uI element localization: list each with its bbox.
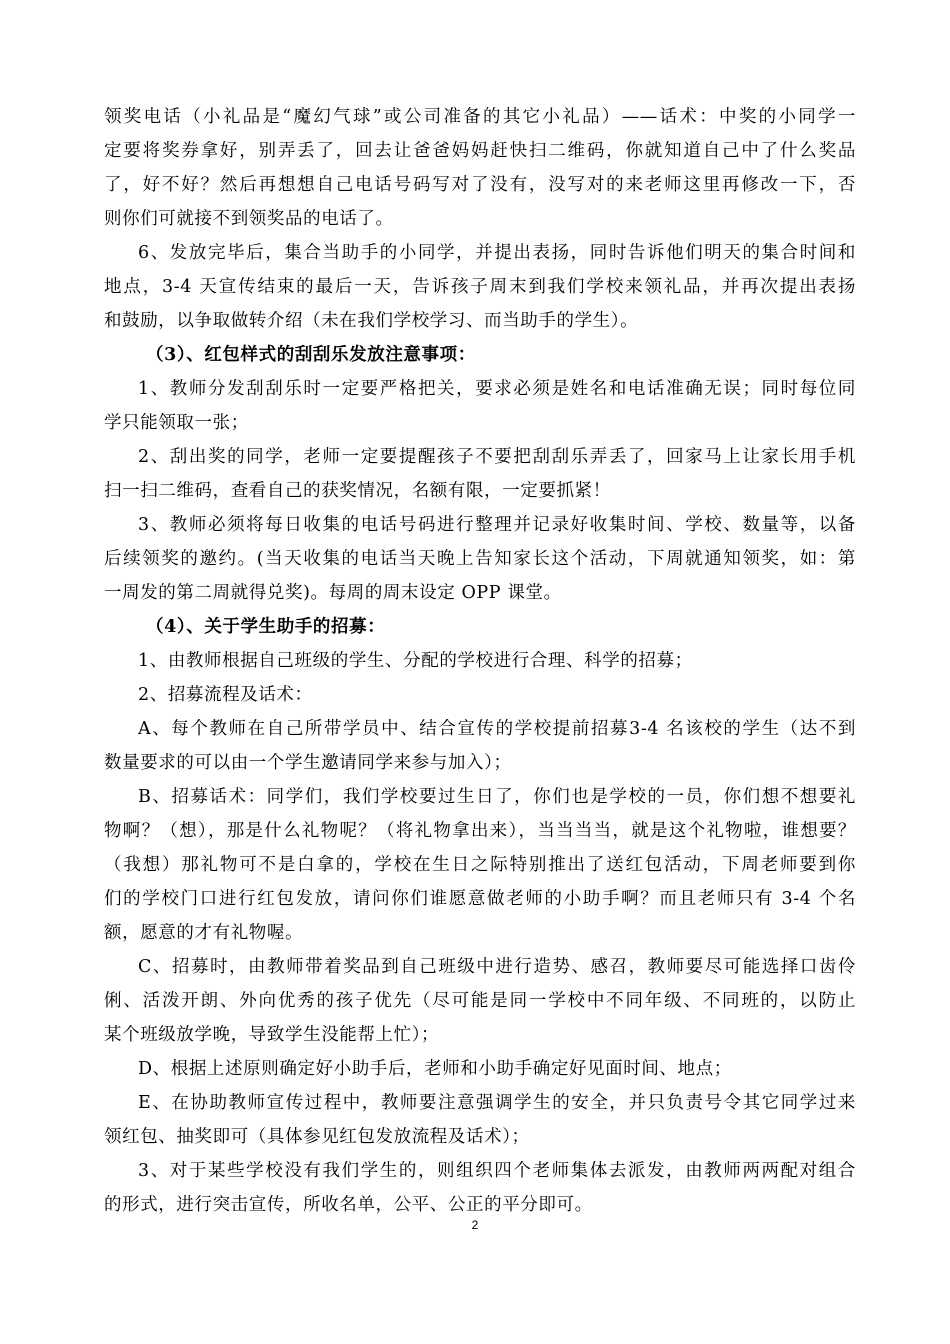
text-line: （我想）那礼物可不是白拿的，学校在生日之际特别推出了送红包活动，下周老师要到你 xyxy=(104,855,856,875)
text-line: 和鼓励，以争取做转介绍（未在我们学校学习、而当助手的学生）。 xyxy=(104,311,639,331)
paragraph xyxy=(104,644,856,678)
text-line: 们的学校门口进行红包发放，请问你们谁愿意做老师的小助手啊？而且老师只有 3-4 个名 xyxy=(104,889,856,909)
text-line: E、在协助教师宣传过程中，教师要注意强调学生的安全，并只负责号令其它同学过来 xyxy=(138,1093,856,1113)
page-number: 2 xyxy=(471,1218,479,1232)
text-line: 后续领奖的邀约。(当天收集的电话当天晚上告知家长这个活动，下周就通知领奖，如：第 xyxy=(104,549,856,569)
text-line: 地点，3-4 天宣传结束的最后一天，告诉孩子周末到我们学校来领礼品，并再次提出表扬 xyxy=(104,277,856,297)
text-line: 数量要求的可以由一个学生邀请同学来参与加入）； xyxy=(104,753,512,773)
text-line: 2、招募流程及话术： xyxy=(138,685,313,705)
text-line: 定要将奖券拿好，别弄丢了，回去让爸爸妈妈赶快扫二维码，你就知道自己中了什么奖品 xyxy=(104,141,856,161)
text-line: 扫一扫二维码，查看自己的获奖情况，名额有限，一定要抓紧！ xyxy=(104,481,611,501)
text-line: 物啊？（想），那是什么礼物呢？（将礼物拿出来），当当当当，就是这个礼物啦，谁想要？ xyxy=(104,821,856,841)
paragraph xyxy=(104,440,856,508)
text-line: 的形式，进行突击宣传，所收名单，公平、公正的平分即可。 xyxy=(104,1195,593,1215)
text-line: A、每个教师在自己所带学员中、结合宣传的学校提前招募3-4 名该校的学生（达不到 xyxy=(138,719,856,739)
paragraph xyxy=(104,1052,856,1086)
section-heading xyxy=(104,338,856,372)
paragraph xyxy=(104,1086,856,1154)
text-line: 1、教师分发刮刮乐时一定要严格把关，要求必须是姓名和电话准确无误；同时每位同 xyxy=(138,379,856,399)
paragraph xyxy=(104,508,856,610)
text-line: 领红包、抽奖即可（具体参见红包发放流程及话术）； xyxy=(104,1127,530,1147)
text-line: 额，愿意的才有礼物喔。 xyxy=(104,923,304,943)
text-line: 1、由教师根据自己班级的学生、分配的学校进行合理、科学的招募； xyxy=(138,651,693,671)
text-line: 了，好不好？然后再想想自己电话号码写对了没有，没写对的来老师这里再修改一下，否 xyxy=(104,175,856,195)
text-line: 3、教师必须将每日收集的电话号码进行整理并记录好收集时间、学校、数量等，以备 xyxy=(138,515,856,535)
text-line: D、根据上述原则确定好小助手后，老师和小助手确定好见面时间、地点； xyxy=(138,1059,732,1079)
paragraph xyxy=(104,780,856,950)
text-line: （3）、红包样式的刮刮乐发放注意事项： xyxy=(146,345,476,365)
text-line: 一周发的第二周就得兑奖)。每周的周末设定 OPP 课堂。 xyxy=(104,583,562,603)
document-body xyxy=(104,100,856,1222)
text-line: B、招募话术：同学们，我们学校要过生日了，你们也是学校的一员，你们想不想要礼 xyxy=(138,787,856,807)
paragraph xyxy=(104,712,856,780)
text-line: 6、发放完毕后，集合当助手的小同学，并提出表扬，同时告诉他们明天的集合时间和 xyxy=(138,243,856,263)
paragraph xyxy=(104,1154,856,1222)
text-line: 领奖电话（小礼品是“魔幻气球”或公司准备的其它小礼品）——话术：中奖的小同学一 xyxy=(104,107,856,127)
paragraph xyxy=(104,100,856,236)
paragraph xyxy=(104,678,856,712)
paragraph xyxy=(104,372,856,440)
text-line: C、招募时，由教师带着奖品到自己班级中进行造势、感召，教师要尽可能选择口齿伶 xyxy=(138,957,856,977)
text-line: 学只能领取一张； xyxy=(104,413,249,433)
text-line: 俐、活泼开朗、外向优秀的孩子优先（尽可能是同一学校中不同年级、不同班的，以防止 xyxy=(104,991,856,1011)
text-line: （4）、关于学生助手的招募： xyxy=(146,617,386,637)
section-heading xyxy=(104,610,856,644)
text-line: 则你们可就接不到领奖品的电话了。 xyxy=(104,209,394,229)
paragraph xyxy=(104,236,856,338)
paragraph xyxy=(104,950,856,1052)
text-line: 2、刮出奖的同学，老师一定要提醒孩子不要把刮刮乐弄丢了，回家马上让家长用手机 xyxy=(138,447,856,467)
text-line: 某个班级放学晚，导致学生没能帮上忙）； xyxy=(104,1025,440,1045)
text-line: 3、对于某些学校没有我们学生的，则组织四个老师集体去派发，由教师两两配对组合 xyxy=(138,1161,856,1181)
